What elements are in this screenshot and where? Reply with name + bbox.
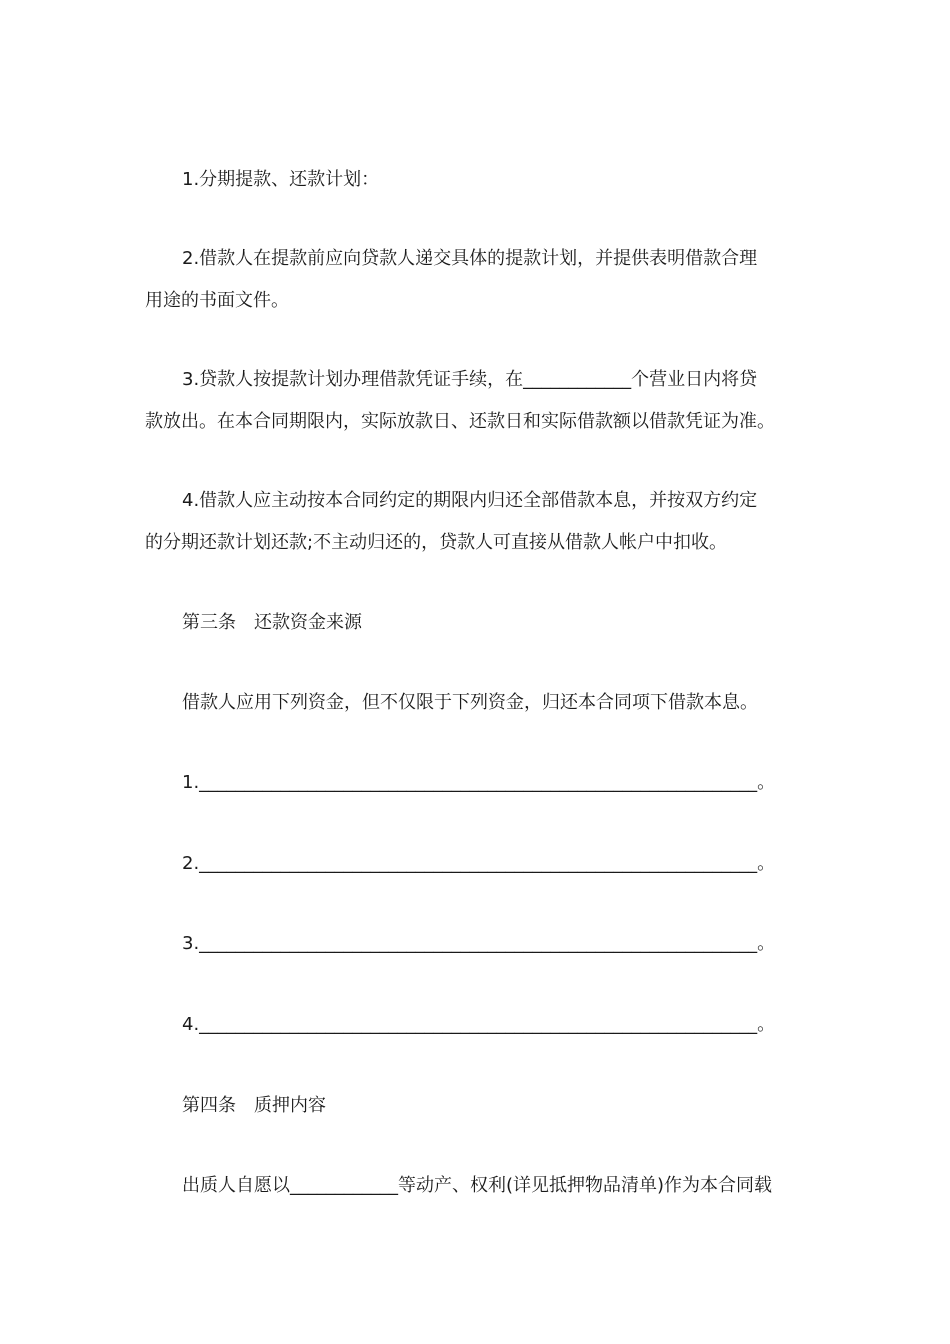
article-3-heading: 第三条 还款资金来源 xyxy=(182,612,362,633)
item-4-line-1: 4.借款人应主动按本合同约定的期限内归还全部借款本息，并按双方约定 xyxy=(182,490,758,511)
item-2-line-2: 用途的书面文件。 xyxy=(145,290,289,311)
fund-source-3: 3.______________________________________________________________。 xyxy=(182,933,776,954)
item-4-line-2: 的分期还款计划还款;不主动归还的，贷款人可直接从借款人帐户中扣收。 xyxy=(145,532,728,553)
fund-source-1: 1.______________________________________________________________。 xyxy=(182,772,776,793)
fund-source-2: 2.______________________________________________________________。 xyxy=(182,853,776,874)
article-4-heading: 第四条 质押内容 xyxy=(182,1095,326,1116)
item-3-line-1: 3.贷款人按提款计划办理借款凭证手续，在____________个营业日内将贷 xyxy=(182,369,758,390)
fund-source-4: 4.______________________________________________________________。 xyxy=(182,1014,776,1035)
item-1-installment-plan: 1.分期提款、还款计划： xyxy=(182,169,380,190)
article-4-text: 出质人自愿以____________等动产、权利(详见抵押物品清单)作为本合同载 xyxy=(182,1175,773,1196)
item-2-line-1: 2.借款人在提款前应向贷款人递交具体的提款计划，并提供表明借款合理 xyxy=(182,248,758,269)
item-3-line-2: 款放出。在本合同期限内，实际放款日、还款日和实际借款额以借款凭证为准。 xyxy=(145,411,775,432)
article-3-intro: 借款人应用下列资金，但不仅限于下列资金，归还本合同项下借款本息。 xyxy=(182,692,758,713)
